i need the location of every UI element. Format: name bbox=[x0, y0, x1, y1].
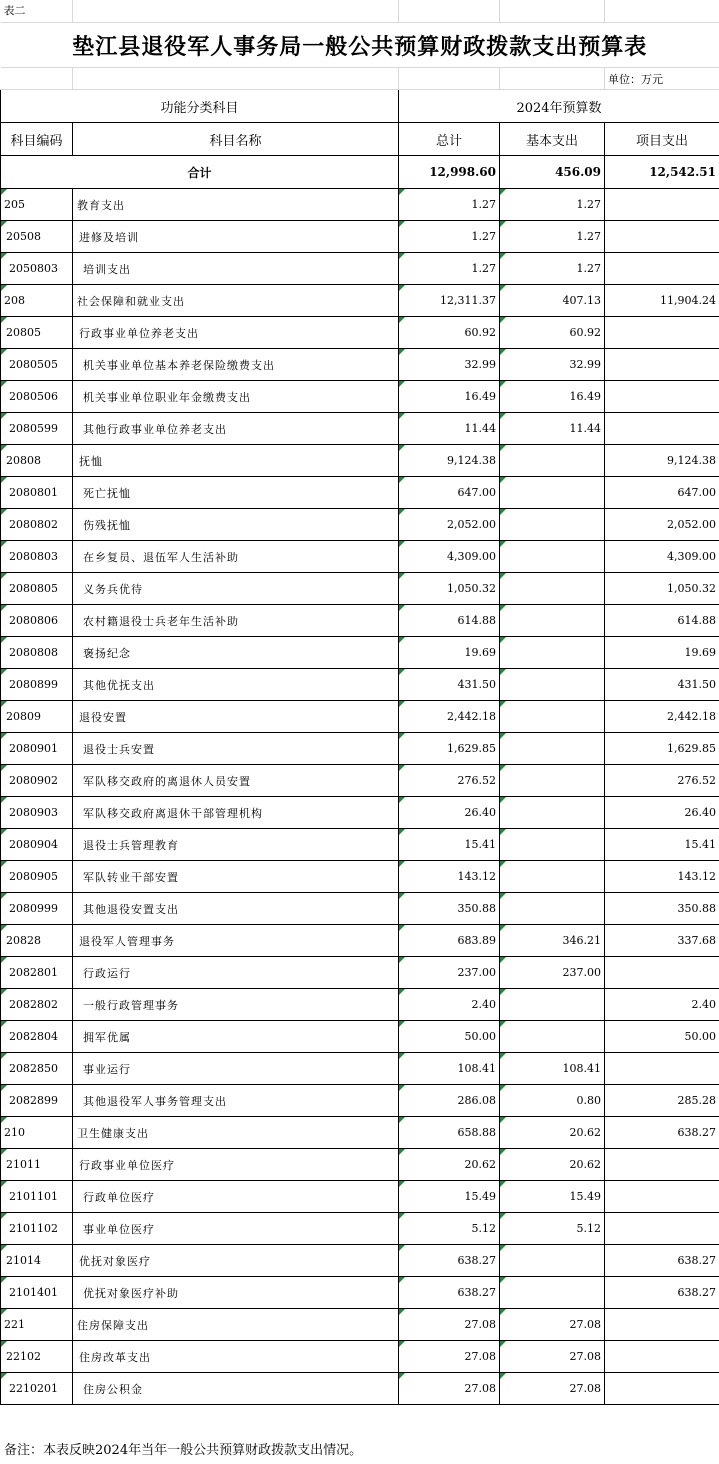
table-row bbox=[1, 733, 719, 765]
table-row bbox=[1, 829, 719, 861]
row-name: 行政运行 bbox=[73, 957, 399, 989]
row-basic: 27.08 bbox=[500, 1373, 605, 1405]
row-project: 4,309.00 bbox=[605, 541, 719, 573]
total-label: 合计 bbox=[1, 156, 399, 189]
row-code: 2080899 bbox=[1, 669, 73, 701]
row-code: 2050803 bbox=[1, 253, 73, 285]
row-total: 60.92 bbox=[399, 317, 500, 349]
row-name: 优抚对象医疗补助 bbox=[73, 1277, 399, 1309]
row-total: 237.00 bbox=[399, 957, 500, 989]
header-total: 总计 bbox=[399, 123, 500, 156]
row-total: 276.52 bbox=[399, 765, 500, 797]
row-basic bbox=[500, 573, 605, 605]
row-basic: 20.62 bbox=[500, 1117, 605, 1149]
row-project bbox=[605, 1373, 719, 1405]
row-total: 1,629.85 bbox=[399, 733, 500, 765]
row-name: 社会保障和就业支出 bbox=[73, 285, 399, 317]
table-row bbox=[1, 253, 719, 285]
row-basic: 1.27 bbox=[500, 253, 605, 285]
row-project: 285.28 bbox=[605, 1085, 719, 1117]
table-row bbox=[1, 573, 719, 605]
row-project: 350.88 bbox=[605, 893, 719, 925]
row-basic: 20.62 bbox=[500, 1149, 605, 1181]
row-project bbox=[605, 317, 719, 349]
row-basic: 1.27 bbox=[500, 189, 605, 221]
row-total: 50.00 bbox=[399, 1021, 500, 1053]
row-total: 12,311.37 bbox=[399, 285, 500, 317]
row-total: 15.49 bbox=[399, 1181, 500, 1213]
total-sum: 12,998.60 bbox=[399, 156, 500, 189]
row-name: 一般行政管理事务 bbox=[73, 989, 399, 1021]
row-code: 20809 bbox=[1, 701, 73, 733]
row-total: 11.44 bbox=[399, 413, 500, 445]
row-total: 1.27 bbox=[399, 253, 500, 285]
row-project bbox=[605, 189, 719, 221]
row-total: 1.27 bbox=[399, 189, 500, 221]
row-project bbox=[605, 1149, 719, 1181]
total-project: 12,542.51 bbox=[605, 156, 719, 189]
row-name: 卫生健康支出 bbox=[73, 1117, 399, 1149]
row-name: 军队移交政府离退休干部管理机构 bbox=[73, 797, 399, 829]
row-project: 1,050.32 bbox=[605, 573, 719, 605]
row-code: 2082850 bbox=[1, 1053, 73, 1085]
row-basic bbox=[500, 797, 605, 829]
row-name: 拥军优属 bbox=[73, 1021, 399, 1053]
row-code: 20508 bbox=[1, 221, 73, 253]
row-project: 614.88 bbox=[605, 605, 719, 637]
row-name: 事业运行 bbox=[73, 1053, 399, 1085]
table-row bbox=[1, 477, 719, 509]
row-basic: 346.21 bbox=[500, 925, 605, 957]
row-name: 行政事业单位医疗 bbox=[73, 1149, 399, 1181]
row-project: 9,124.38 bbox=[605, 445, 719, 477]
table-row bbox=[1, 861, 719, 893]
row-basic: 32.99 bbox=[500, 349, 605, 381]
row-basic bbox=[500, 1277, 605, 1309]
table-row bbox=[1, 893, 719, 925]
row-name: 在乡复员、退伍军人生活补助 bbox=[73, 541, 399, 573]
table-row bbox=[1, 797, 719, 829]
row-basic bbox=[500, 733, 605, 765]
row-name: 死亡抚恤 bbox=[73, 477, 399, 509]
row-project bbox=[605, 1213, 719, 1245]
row-basic: 108.41 bbox=[500, 1053, 605, 1085]
table-row bbox=[1, 669, 719, 701]
row-basic: 11.44 bbox=[500, 413, 605, 445]
row-total: 350.88 bbox=[399, 893, 500, 925]
total-basic: 456.09 bbox=[500, 156, 605, 189]
row-project: 19.69 bbox=[605, 637, 719, 669]
table-row bbox=[1, 285, 719, 317]
row-total: 143.12 bbox=[399, 861, 500, 893]
table-row bbox=[1, 349, 719, 381]
table-row bbox=[1, 1245, 719, 1277]
page-title: 垫江县退役军人事务局一般公共预算财政拨款支出预算表 bbox=[1, 23, 719, 68]
row-basic bbox=[500, 861, 605, 893]
row-name: 其他退役安置支出 bbox=[73, 893, 399, 925]
row-code: 2080801 bbox=[1, 477, 73, 509]
row-code: 2080905 bbox=[1, 861, 73, 893]
row-basic bbox=[500, 1245, 605, 1277]
row-project bbox=[605, 1309, 719, 1341]
row-name: 教育支出 bbox=[73, 189, 399, 221]
row-total: 1,050.32 bbox=[399, 573, 500, 605]
row-code: 2080901 bbox=[1, 733, 73, 765]
row-name: 退役士兵安置 bbox=[73, 733, 399, 765]
table-row bbox=[1, 1341, 719, 1373]
row-name: 进修及培训 bbox=[73, 221, 399, 253]
row-name: 退役军人管理事务 bbox=[73, 925, 399, 957]
row-code: 2080902 bbox=[1, 765, 73, 797]
row-total: 2,442.18 bbox=[399, 701, 500, 733]
table-row bbox=[1, 509, 719, 541]
table-row bbox=[1, 925, 719, 957]
row-basic: 16.49 bbox=[500, 381, 605, 413]
unit-label: 单位：万元 bbox=[605, 68, 719, 90]
row-name: 住房保障支出 bbox=[73, 1309, 399, 1341]
table-row bbox=[1, 637, 719, 669]
row-basic bbox=[500, 989, 605, 1021]
row-basic: 0.80 bbox=[500, 1085, 605, 1117]
table-row bbox=[1, 381, 719, 413]
row-project: 638.27 bbox=[605, 1277, 719, 1309]
row-name: 事业单位医疗 bbox=[73, 1213, 399, 1245]
row-project: 2.40 bbox=[605, 989, 719, 1021]
row-name: 机关事业单位职业年金缴费支出 bbox=[73, 381, 399, 413]
header-basic: 基本支出 bbox=[500, 123, 605, 156]
header-group-budget: 2024年预算数 bbox=[399, 90, 719, 123]
row-total: 9,124.38 bbox=[399, 445, 500, 477]
row-code: 21011 bbox=[1, 1149, 73, 1181]
row-project: 11,904.24 bbox=[605, 285, 719, 317]
row-total: 638.27 bbox=[399, 1245, 500, 1277]
table-row bbox=[1, 445, 719, 477]
table-row bbox=[1, 701, 719, 733]
row-basic bbox=[500, 605, 605, 637]
row-code: 21014 bbox=[1, 1245, 73, 1277]
row-name: 义务兵优待 bbox=[73, 573, 399, 605]
row-project bbox=[605, 1181, 719, 1213]
row-basic: 1.27 bbox=[500, 221, 605, 253]
row-code: 2101101 bbox=[1, 1181, 73, 1213]
row-code: 2080802 bbox=[1, 509, 73, 541]
row-basic bbox=[500, 541, 605, 573]
row-code: 20805 bbox=[1, 317, 73, 349]
row-code: 208 bbox=[1, 285, 73, 317]
row-basic bbox=[500, 765, 605, 797]
row-code: 2080999 bbox=[1, 893, 73, 925]
row-basic: 27.08 bbox=[500, 1309, 605, 1341]
row-name: 其他退役军人事务管理支出 bbox=[73, 1085, 399, 1117]
row-total: 2.40 bbox=[399, 989, 500, 1021]
row-project: 143.12 bbox=[605, 861, 719, 893]
row-code: 2080903 bbox=[1, 797, 73, 829]
row-project: 1,629.85 bbox=[605, 733, 719, 765]
row-project: 2,442.18 bbox=[605, 701, 719, 733]
row-total: 27.08 bbox=[399, 1373, 500, 1405]
row-project bbox=[605, 349, 719, 381]
table-row bbox=[1, 413, 719, 445]
table-row bbox=[1, 989, 719, 1021]
row-name: 褒扬纪念 bbox=[73, 637, 399, 669]
row-name: 机关事业单位基本养老保险缴费支出 bbox=[73, 349, 399, 381]
table-row bbox=[1, 957, 719, 989]
row-project: 276.52 bbox=[605, 765, 719, 797]
row-code: 2080599 bbox=[1, 413, 73, 445]
header-code: 科目编码 bbox=[1, 123, 73, 156]
row-code: 20808 bbox=[1, 445, 73, 477]
row-project bbox=[605, 221, 719, 253]
row-project: 638.27 bbox=[605, 1117, 719, 1149]
row-name: 农村籍退役士兵老年生活补助 bbox=[73, 605, 399, 637]
row-name: 军队移交政府的离退休人员安置 bbox=[73, 765, 399, 797]
table-row bbox=[1, 1181, 719, 1213]
row-name: 退役安置 bbox=[73, 701, 399, 733]
header-name: 科目名称 bbox=[73, 123, 399, 156]
row-total: 614.88 bbox=[399, 605, 500, 637]
row-name: 军队转业干部安置 bbox=[73, 861, 399, 893]
row-project: 638.27 bbox=[605, 1245, 719, 1277]
row-total: 32.99 bbox=[399, 349, 500, 381]
row-total: 19.69 bbox=[399, 637, 500, 669]
row-code: 22102 bbox=[1, 1341, 73, 1373]
row-project bbox=[605, 957, 719, 989]
row-code: 2080803 bbox=[1, 541, 73, 573]
row-total: 27.08 bbox=[399, 1341, 500, 1373]
row-name: 住房改革支出 bbox=[73, 1341, 399, 1373]
row-name: 其他优抚支出 bbox=[73, 669, 399, 701]
row-name: 培训支出 bbox=[73, 253, 399, 285]
table-row bbox=[1, 1277, 719, 1309]
row-project: 15.41 bbox=[605, 829, 719, 861]
row-project bbox=[605, 413, 719, 445]
row-total: 658.88 bbox=[399, 1117, 500, 1149]
row-code: 2080904 bbox=[1, 829, 73, 861]
row-basic: 15.49 bbox=[500, 1181, 605, 1213]
table-row bbox=[1, 1053, 719, 1085]
row-basic: 5.12 bbox=[500, 1213, 605, 1245]
row-basic: 27.08 bbox=[500, 1341, 605, 1373]
row-total: 2,052.00 bbox=[399, 509, 500, 541]
row-basic bbox=[500, 1021, 605, 1053]
row-project: 337.68 bbox=[605, 925, 719, 957]
row-total: 647.00 bbox=[399, 477, 500, 509]
table-row bbox=[1, 1149, 719, 1181]
row-basic bbox=[500, 509, 605, 541]
header-project: 项目支出 bbox=[605, 123, 719, 156]
row-name: 行政事业单位养老支出 bbox=[73, 317, 399, 349]
row-code: 2080506 bbox=[1, 381, 73, 413]
row-total: 638.27 bbox=[399, 1277, 500, 1309]
table-row bbox=[1, 1085, 719, 1117]
table-row bbox=[1, 189, 719, 221]
row-project: 26.40 bbox=[605, 797, 719, 829]
row-total: 1.27 bbox=[399, 221, 500, 253]
row-project: 647.00 bbox=[605, 477, 719, 509]
row-total: 5.12 bbox=[399, 1213, 500, 1245]
row-code: 2082804 bbox=[1, 1021, 73, 1053]
row-code: 20828 bbox=[1, 925, 73, 957]
row-total: 431.50 bbox=[399, 669, 500, 701]
row-code: 2080505 bbox=[1, 349, 73, 381]
row-total: 286.08 bbox=[399, 1085, 500, 1117]
row-code: 2210201 bbox=[1, 1373, 73, 1405]
header-group-functional: 功能分类科目 bbox=[1, 90, 399, 123]
row-basic bbox=[500, 701, 605, 733]
row-project: 431.50 bbox=[605, 669, 719, 701]
row-project: 50.00 bbox=[605, 1021, 719, 1053]
row-basic bbox=[500, 893, 605, 925]
row-project bbox=[605, 253, 719, 285]
row-total: 683.89 bbox=[399, 925, 500, 957]
row-total: 15.41 bbox=[399, 829, 500, 861]
table-caption: 表二 bbox=[1, 0, 73, 23]
row-name: 其他行政事业单位养老支出 bbox=[73, 413, 399, 445]
row-code: 2082899 bbox=[1, 1085, 73, 1117]
row-total: 27.08 bbox=[399, 1309, 500, 1341]
row-basic bbox=[500, 669, 605, 701]
row-code: 205 bbox=[1, 189, 73, 221]
row-project bbox=[605, 381, 719, 413]
row-code: 2082802 bbox=[1, 989, 73, 1021]
table-row bbox=[1, 1373, 719, 1405]
table-row bbox=[1, 541, 719, 573]
row-basic: 237.00 bbox=[500, 957, 605, 989]
table-row bbox=[1, 1309, 719, 1341]
table-row bbox=[1, 605, 719, 637]
row-code: 2101102 bbox=[1, 1213, 73, 1245]
table-row bbox=[1, 765, 719, 797]
row-project bbox=[605, 1053, 719, 1085]
row-total: 20.62 bbox=[399, 1149, 500, 1181]
row-basic bbox=[500, 829, 605, 861]
row-basic: 60.92 bbox=[500, 317, 605, 349]
row-basic: 407.13 bbox=[500, 285, 605, 317]
table-row bbox=[1, 221, 719, 253]
row-name: 抚恤 bbox=[73, 445, 399, 477]
table-row bbox=[1, 1021, 719, 1053]
row-total: 4,309.00 bbox=[399, 541, 500, 573]
row-code: 2080808 bbox=[1, 637, 73, 669]
row-name: 退役士兵管理教育 bbox=[73, 829, 399, 861]
row-project bbox=[605, 1341, 719, 1373]
row-project: 2,052.00 bbox=[605, 509, 719, 541]
table-row bbox=[1, 1117, 719, 1149]
row-basic bbox=[500, 445, 605, 477]
table-row bbox=[1, 1213, 719, 1245]
row-basic bbox=[500, 637, 605, 669]
row-code: 221 bbox=[1, 1309, 73, 1341]
row-name: 住房公积金 bbox=[73, 1373, 399, 1405]
row-total: 108.41 bbox=[399, 1053, 500, 1085]
row-basic bbox=[500, 477, 605, 509]
footnote: 备注：本表反映2024年当年一般公共预算财政拨款支出情况。 bbox=[4, 1443, 363, 1458]
row-total: 26.40 bbox=[399, 797, 500, 829]
row-code: 2080805 bbox=[1, 573, 73, 605]
row-code: 210 bbox=[1, 1117, 73, 1149]
row-code: 2080806 bbox=[1, 605, 73, 637]
row-name: 行政单位医疗 bbox=[73, 1181, 399, 1213]
row-total: 16.49 bbox=[399, 381, 500, 413]
row-code: 2082801 bbox=[1, 957, 73, 989]
row-name: 伤残抚恤 bbox=[73, 509, 399, 541]
row-code: 2101401 bbox=[1, 1277, 73, 1309]
row-name: 优抚对象医疗 bbox=[73, 1245, 399, 1277]
table-row bbox=[1, 317, 719, 349]
